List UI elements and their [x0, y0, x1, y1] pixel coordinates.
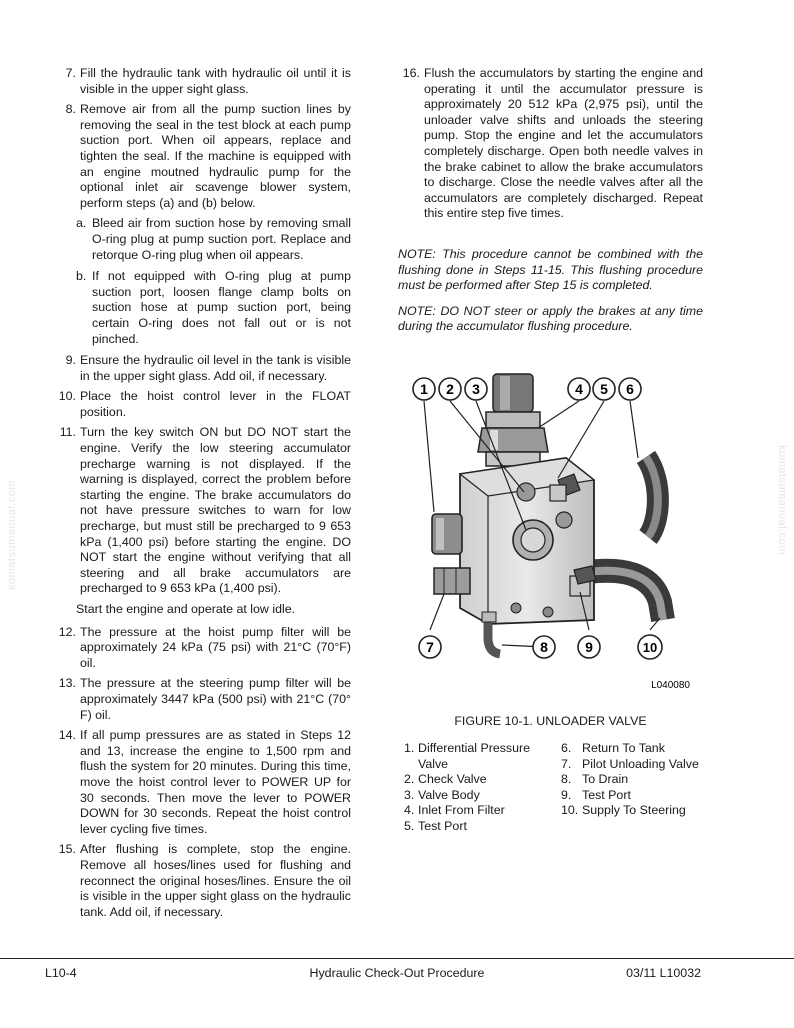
- figure-legend-left: [404, 741, 554, 835]
- unloader-valve-figure: [398, 362, 703, 698]
- callout-6: [619, 378, 641, 400]
- step-text: The pressure at the steering pump filter will be approximately 3447 kPa (500 psi) with 21°C (70° F) oil.: [80, 676, 351, 722]
- legend-item: 3. Valve Body: [404, 787, 480, 802]
- substep-letter: a.: [76, 216, 87, 231]
- step-12: [54, 625, 351, 672]
- step-number: 15.: [58, 842, 76, 857]
- step-11-paragraph: Start the engine and operate at low idle.: [76, 602, 296, 616]
- substep-letter: b.: [76, 269, 87, 284]
- section-title: Hydraulic Check-Out Procedure: [309, 966, 485, 980]
- step-text: Ensure the hydraulic oil level in the tank is visible in the upper sight glass. Add oil, if necessary.: [80, 353, 351, 383]
- step-text: Turn the key switch ON but DO NOT start the engine. Verify the low steering accumulator precharge warning is not displayed. If the warning is displayed, correct the problem before starting the engine. The brake accumulators do not have pressure switches to warn for low precharge, but must still be precharged to 9 653 kPa (1,400 psi) before starting the engine. DO NOT start the engine without verifying that all steering and all brake accumulators are precharged to 9 653 kPa (1,400 psi).: [80, 425, 351, 596]
- legend-item: 7. Pilot Unloading Valve: [561, 756, 699, 771]
- step-15: [54, 842, 351, 920]
- svg-text:10: 10: [642, 640, 658, 655]
- callout-9: [578, 636, 600, 658]
- step-text: If all pump pressures are as stated in Steps 12 and 13, increase the engine to 1,500 rpm and flush the system for 20 minutes. During this time, move the hoist control lever to POWER UP for 30 seconds. Then move the lever to POWER DOWN for 30 seconds. Repeat the hoist control lever cycling five times.: [80, 728, 351, 836]
- step-text: Fill the hydraulic tank with hydraulic oil until it is visible in the upper sight glass.: [80, 66, 351, 96]
- step-number: 16.: [402, 66, 420, 80]
- step-16: [398, 66, 703, 222]
- callout-8: [533, 636, 555, 658]
- svg-text:5: 5: [600, 381, 608, 397]
- note-flushing: NOTE: This procedure cannot be combined with the flushing done in Steps 11-15. This flushing procedure must be performed after Step 15 is completed.: [398, 246, 703, 293]
- step-text: Place the hoist control lever in the FLOAT position.: [80, 389, 351, 419]
- svg-text:8: 8: [540, 639, 548, 655]
- step-text: Flush the accumulators by starting the engine and operating it until the accumulator pressure is approximately 20 512 kPa (2,975 psi), until the unloader valve shifts and unloads the steering pump. Stop the engine and let the accumulators completely discharge. Open both needle valves in the brake cabinet to allow the brake accumulators to discharge. Close the needle valves after all the accumulators are completely discharged. Repeat this entire step five times.: [424, 66, 703, 221]
- document-code: 03/11 L10032: [626, 966, 701, 980]
- svg-text:4: 4: [575, 381, 583, 397]
- step-14: [54, 728, 351, 837]
- note-no-steer: NOTE: DO NOT steer or apply the brakes at any time during the accumulator flushing procedure.: [398, 303, 703, 334]
- callout-7: [419, 636, 441, 658]
- legend-item: 6. Return To Tank: [561, 741, 665, 755]
- figure-legend-right: [561, 741, 701, 819]
- legend-item: 10. Supply To Steering: [561, 803, 686, 818]
- callout-1: [413, 378, 435, 400]
- step-number: 8.: [65, 102, 76, 117]
- legend-item: 9. Test Port: [561, 787, 631, 802]
- page-number: L10-4: [45, 966, 77, 980]
- svg-text:1: 1: [420, 381, 428, 397]
- step-number: 10.: [58, 389, 76, 404]
- svg-text:6: 6: [626, 381, 634, 397]
- legend-item: 4. Inlet From Filter: [404, 803, 505, 818]
- step-number: 13.: [58, 676, 76, 691]
- svg-text:7: 7: [426, 639, 434, 655]
- watermark-left: komatsumanual.com: [6, 480, 18, 590]
- figure-caption: FIGURE 10-1. UNLOADER VALVE: [454, 714, 647, 728]
- step-text: The pressure at the hoist pump filter will be approximately 24 kPa (75 psi) with 21°C (70°F) oil.: [80, 624, 351, 670]
- step-11: [54, 425, 351, 597]
- figure-image-id: L040080: [651, 680, 690, 691]
- right-column: [398, 66, 703, 345]
- substep-text: If not equipped with O-ring plug at pump suction port, loosen flange clamp bolts on suction hose at pump suction port, being certain O-ring does not fall out or is not pinched.: [92, 269, 351, 346]
- step-10: [54, 389, 351, 420]
- legend-item: 1. Differential Pressure Valve: [404, 741, 531, 771]
- unloader-valve-illustration: [398, 362, 703, 698]
- step-8: [54, 102, 351, 211]
- step-number: 7.: [65, 66, 76, 80]
- step-9: [54, 353, 351, 384]
- callout-2: [439, 378, 461, 400]
- svg-text:9: 9: [585, 639, 593, 655]
- callout-3: [465, 378, 487, 400]
- footer-rule: [0, 958, 794, 959]
- substep-text: Bleed air from suction hose by removing small O-ring plug at pump suction port. Replace and retorque O-ring plug when oil appears.: [92, 216, 351, 262]
- watermark-right: komatsumanual.com: [776, 445, 788, 555]
- step-number: 14.: [58, 728, 76, 743]
- callout-5: [593, 378, 615, 400]
- step-number: 9.: [65, 353, 76, 368]
- step-7: [54, 66, 351, 97]
- legend-item: 5. Test Port: [404, 818, 467, 833]
- step-number: 11.: [59, 425, 76, 440]
- substep-b: [76, 269, 351, 347]
- left-column: [54, 66, 351, 925]
- svg-text:3: 3: [472, 381, 480, 397]
- step-text: After flushing is complete, stop the engine. Remove all hoses/lines used for flushing and reconnect the original hoses/lines. Ensure the oil is visible in the upper sight glass on the hydraulic tank. Add oil, if necessary.: [80, 842, 351, 919]
- legend-item: 2. Check Valve: [404, 772, 487, 787]
- legend-item: 8. To Drain: [561, 772, 629, 787]
- callout-10: [638, 635, 662, 659]
- step-text: Remove air from all the pump suction lines by removing the seal in the test block at each pump suction port. When oil appears, replace and tighten the seal. If the machine is equipped with an engine moutned hydraulic pump for the optional inlet air scavenge blower system, perform steps (a) and (b) below.: [80, 102, 351, 210]
- callout-4: [568, 378, 590, 400]
- step-13: [54, 676, 351, 723]
- substep-a: [76, 216, 351, 263]
- svg-text:2: 2: [446, 381, 454, 397]
- step-number: 12.: [58, 624, 76, 639]
